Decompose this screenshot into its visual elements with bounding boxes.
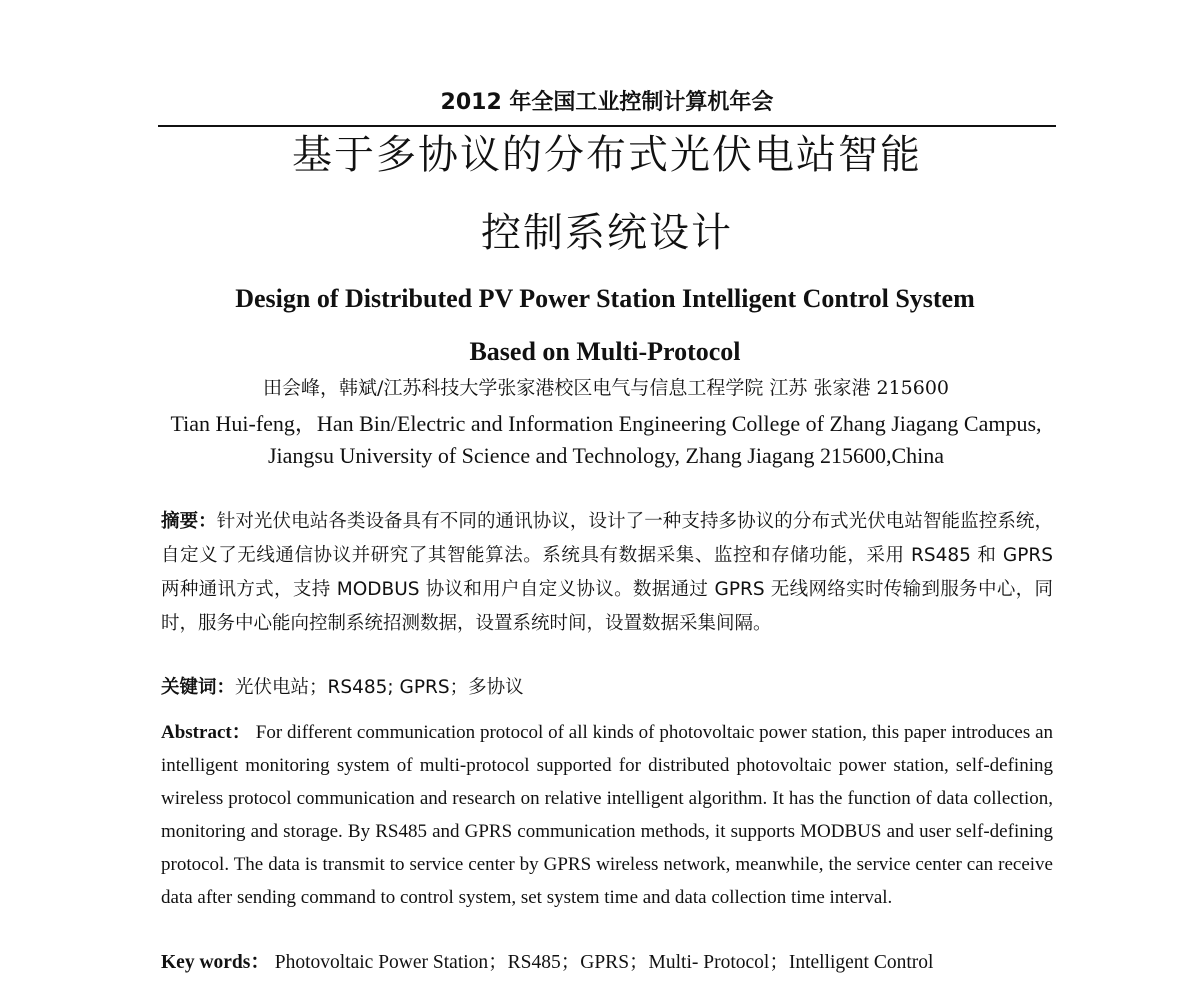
keywords-cn <box>161 673 1053 703</box>
authors-cn: 田会峰，韩斌/江苏科技大学张家港校区电气与信息工程学院 江苏 张家港 215600 <box>262 377 950 399</box>
abstract-cn <box>161 505 1053 641</box>
keywords-cn-label: 关键词： <box>161 677 236 698</box>
abstract-en <box>161 716 1053 914</box>
abstract-cn-label: 摘要： <box>161 511 217 532</box>
title-cn-line2: 控制系统设计 <box>481 210 733 256</box>
keywords-en <box>161 948 1053 978</box>
abstract-en-label: Abstract： <box>161 722 251 743</box>
title-en-line1: Design of Distributed PV Power Station Intelligent Control System <box>235 284 975 313</box>
header-rule <box>158 125 1056 127</box>
conference-header: 2012 年全国工业控制计算机年会 <box>440 90 774 115</box>
abstract-en-text: For different communication protocol of all kinds of photovoltaic power station, this paper introduces an intelligent monitoring system of multi-protocol supported for distributed photovoltaic power station, self-defining wireless protocol communication and research on relative intelligent algorithm. It has the function of data collection, monitoring and storage. By RS485 and GPRS communication methods, it supports MODBUS and user self-defining protocol. The data is transmit to service center by GPRS wireless network, meanwhile, the service center can receive data after sending command to control system, set system time and data collection time interval. <box>161 722 1054 908</box>
title-en-line2: Based on Multi-Protocol <box>469 337 741 366</box>
keywords-cn-text: 光伏电站；RS485; GPRS；多协议 <box>235 677 524 698</box>
keywords-en-text: Photovoltaic Power Station；RS485；GPRS；Multi- Protocol；Intelligent Control <box>274 952 934 973</box>
keywords-en-label: Key words： <box>161 952 270 973</box>
affiliation-en: Tian Hui-feng，Han Bin/Electric and Information Engineering College of Zhang Jiagang Campus, Jiangsu University of Science and Technology, Zhang Jiagang 215600,China <box>170 411 1042 468</box>
abstract-cn-text: 针对光伏电站各类设备具有不同的通讯协议，设计了一种支持多协议的分布式光伏电站智能监控系统，自定义了无线通信协议并研究了其智能算法。系统具有数据采集、监控和存储功能，采用 RS485 和 GPRS 两种通讯方式，支持 MODBUS 协议和用户自定义协议。数据通过 GPRS 无线网络实时传输到服务中心，同时，服务中心能向控制系统招测数据，设置系统时间，设置数据采集间隔。 <box>161 511 1053 634</box>
title-cn-line1: 基于多协议的分布式光伏电站智能 <box>292 132 922 178</box>
